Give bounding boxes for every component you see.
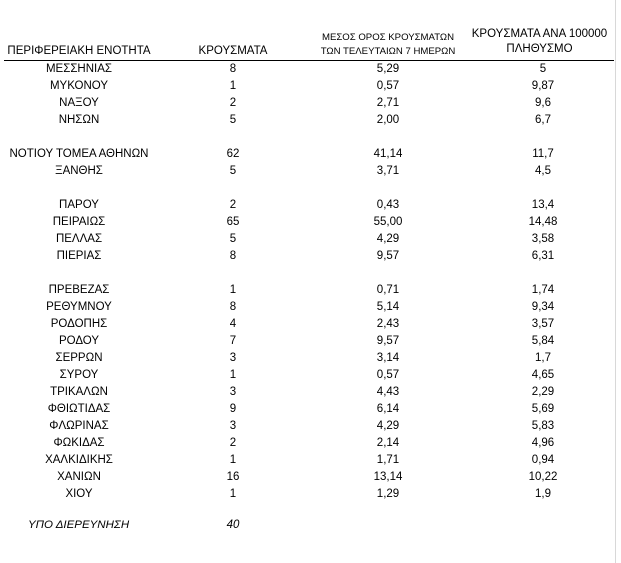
region-cell: ΜΕΣΣΗΝΙΑΣ bbox=[45, 63, 113, 75]
avg7-cell: 0,43 bbox=[376, 199, 400, 211]
region-cell: ΝΟΤΙΟΥ ΤΟΜΕΑ ΑΘΗΝΩΝ bbox=[9, 148, 149, 160]
cases-cell: 2 bbox=[229, 437, 237, 449]
cases-cell: 2 bbox=[229, 199, 237, 211]
avg7-cell: 1,29 bbox=[376, 488, 400, 500]
avg7-cell: 41,14 bbox=[373, 148, 403, 160]
region-cell: ΠΕΛΛΑΣ bbox=[55, 233, 103, 245]
region-cell: ΡΕΘΥΜΝΟΥ bbox=[46, 301, 112, 313]
region-cell: ΡΟΔΟΥ bbox=[58, 335, 100, 347]
cases-cell: 1 bbox=[229, 80, 237, 92]
avg7-cell: 5,29 bbox=[376, 63, 400, 75]
region-cell: ΤΡΙΚΑΛΩΝ bbox=[50, 386, 108, 398]
avg7-cell: 6,14 bbox=[376, 403, 400, 415]
cases-cell: 4 bbox=[229, 318, 237, 330]
region-cell: ΠΕΙΡΑΙΩΣ bbox=[52, 216, 106, 228]
region-cell: ΝΑΞΟΥ bbox=[59, 97, 99, 109]
table-row bbox=[0, 146, 621, 163]
table-row bbox=[0, 435, 621, 452]
per100k-cell: 9,6 bbox=[535, 97, 551, 109]
table-row bbox=[0, 197, 621, 214]
per100k-cell: 3,57 bbox=[531, 318, 555, 330]
region-cell: ΠΡΕΒΕΖΑΣ bbox=[48, 284, 110, 296]
per100k-cell: 13,4 bbox=[531, 199, 555, 211]
table-row bbox=[0, 333, 621, 350]
per100k-cell: 9,87 bbox=[531, 80, 555, 92]
avg7-cell: 2,71 bbox=[376, 97, 400, 109]
region-cell: ΞΑΝΘΗΣ bbox=[55, 165, 103, 177]
avg7-cell: 1,71 bbox=[376, 454, 400, 466]
cases-cell: 3 bbox=[229, 352, 237, 364]
per100k-cell: 1,7 bbox=[535, 352, 551, 364]
table-row bbox=[0, 316, 621, 333]
cases-cell: 2 bbox=[229, 97, 237, 109]
table-row bbox=[0, 299, 621, 316]
avg7-cell: 2,14 bbox=[376, 437, 400, 449]
cases-cell: 1 bbox=[229, 284, 237, 296]
region-cell: ΦΩΚΙΔΑΣ bbox=[53, 437, 105, 449]
table-row bbox=[0, 452, 621, 469]
region-cell: ΣΕΡΡΩΝ bbox=[55, 352, 103, 364]
per100k-cell: 4,5 bbox=[535, 165, 551, 177]
table-row bbox=[0, 95, 621, 112]
under-investigation-label: ΥΠΟ ΔΙΕΡΕΥΝΗΣΗ bbox=[28, 519, 130, 531]
cases-cell: 1 bbox=[229, 454, 237, 466]
per100k-cell: 10,22 bbox=[528, 471, 558, 483]
region-cell: ΠΙΕΡΙΑΣ bbox=[56, 250, 102, 262]
header-cases-per-100k-line1: ΚΡΟΥΣΜΑΤΑ ΑΝΑ 100000 bbox=[471, 28, 608, 40]
per100k-cell: 2,29 bbox=[531, 386, 555, 398]
avg7-cell: 5,14 bbox=[376, 301, 400, 313]
under-investigation-value: 40 bbox=[226, 519, 240, 531]
avg7-cell: 0,57 bbox=[376, 80, 400, 92]
cases-cell: 5 bbox=[229, 114, 237, 126]
region-cell: ΦΛΩΡΙΝΑΣ bbox=[49, 420, 109, 432]
header-7day-average-line1: ΜΕΣΟΣ ΟΡΟΣ ΚΡΟΥΣΜΑΤΩΝ bbox=[321, 32, 455, 43]
table-row bbox=[0, 214, 621, 231]
cases-cell: 9 bbox=[229, 403, 237, 415]
region-cell: ΝΗΣΩΝ bbox=[58, 114, 100, 126]
table-row bbox=[0, 486, 621, 503]
header-cases-per-100k-line2: ΠΛΗΘΥΣΜΟ bbox=[506, 43, 573, 55]
cases-cell: 8 bbox=[229, 301, 237, 313]
table-row bbox=[0, 367, 621, 384]
avg7-cell: 3,71 bbox=[376, 165, 400, 177]
table-row bbox=[0, 350, 621, 367]
per100k-cell: 11,7 bbox=[532, 148, 554, 160]
avg7-cell: 4,29 bbox=[376, 420, 400, 432]
table-row bbox=[0, 384, 621, 401]
per100k-cell: 5,83 bbox=[531, 420, 555, 432]
avg7-cell: 2,00 bbox=[376, 114, 400, 126]
per100k-cell: 4,65 bbox=[531, 369, 555, 381]
cases-cell: 16 bbox=[226, 471, 240, 483]
per100k-cell: 1,74 bbox=[531, 284, 555, 296]
cases-cell: 8 bbox=[229, 250, 237, 262]
cases-cell: 65 bbox=[226, 216, 240, 228]
avg7-cell: 55,00 bbox=[373, 216, 403, 228]
cases-cell: 5 bbox=[229, 233, 237, 245]
region-cell: ΡΟΔΟΠΗΣ bbox=[50, 318, 108, 330]
avg7-cell: 2,43 bbox=[376, 318, 400, 330]
header-region: ΠΕΡΙΦΕΡΕΙΑΚΗ ΕΝΟΤΗΤΑ bbox=[7, 45, 151, 57]
table-row bbox=[0, 469, 621, 486]
avg7-cell: 3,14 bbox=[376, 352, 400, 364]
cases-cell: 62 bbox=[226, 148, 240, 160]
region-cell: ΧΙΟΥ bbox=[65, 488, 93, 500]
cases-cell: 1 bbox=[229, 488, 237, 500]
avg7-cell: 9,57 bbox=[376, 335, 400, 347]
avg7-cell: 13,14 bbox=[373, 471, 403, 483]
cases-cell: 8 bbox=[229, 63, 237, 75]
per100k-cell: 5,84 bbox=[531, 335, 555, 347]
table-row bbox=[0, 78, 621, 95]
table-row bbox=[0, 112, 621, 129]
avg7-cell: 9,57 bbox=[376, 250, 400, 262]
region-cell: ΣΥΡΟΥ bbox=[59, 369, 99, 381]
header-cases: ΚΡΟΥΣΜΑΤΑ bbox=[198, 45, 268, 57]
header-cases-per-100k bbox=[462, 27, 617, 57]
region-cell: ΜΥΚΟΝΟΥ bbox=[49, 80, 109, 92]
per100k-cell: 14,48 bbox=[528, 216, 558, 228]
header-7day-average-line2: ΤΩΝ ΤΕΛΕΥΤΑΙΩΝ 7 ΗΜΕΡΩΝ bbox=[320, 46, 456, 57]
table-row bbox=[0, 231, 621, 248]
avg7-cell: 4,29 bbox=[376, 233, 400, 245]
cases-cell: 3 bbox=[229, 420, 237, 432]
table-row bbox=[0, 163, 621, 180]
table-row bbox=[0, 418, 621, 435]
table-row bbox=[0, 401, 621, 418]
per100k-cell: 5 bbox=[539, 63, 547, 75]
per100k-cell: 0,94 bbox=[531, 454, 555, 466]
region-cell: ΦΘΙΩΤΙΔΑΣ bbox=[47, 403, 111, 415]
per100k-cell: 4,96 bbox=[531, 437, 555, 449]
cases-cell: 1 bbox=[229, 369, 237, 381]
avg7-cell: 0,71 bbox=[376, 284, 400, 296]
avg7-cell: 0,57 bbox=[376, 369, 400, 381]
table-row bbox=[0, 282, 621, 299]
header-7day-average bbox=[303, 31, 473, 59]
per100k-cell: 6,31 bbox=[531, 250, 555, 262]
per100k-cell: 5,69 bbox=[531, 403, 555, 415]
cases-cell: 7 bbox=[229, 335, 237, 347]
per100k-cell: 9,34 bbox=[531, 301, 555, 313]
avg7-cell: 4,43 bbox=[376, 386, 400, 398]
per100k-cell: 3,58 bbox=[531, 233, 555, 245]
cases-cell: 3 bbox=[229, 386, 237, 398]
per100k-cell: 1,9 bbox=[535, 488, 551, 500]
cases-cell: 5 bbox=[229, 165, 237, 177]
table-row bbox=[0, 248, 621, 265]
table-row bbox=[0, 61, 621, 78]
region-cell: ΠΑΡΟΥ bbox=[59, 199, 99, 211]
region-cell: ΧΑΛΚΙΔΙΚΗΣ bbox=[45, 454, 113, 466]
region-cell: ΧΑΝΙΩΝ bbox=[57, 471, 101, 483]
per100k-cell: 6,7 bbox=[535, 114, 551, 126]
